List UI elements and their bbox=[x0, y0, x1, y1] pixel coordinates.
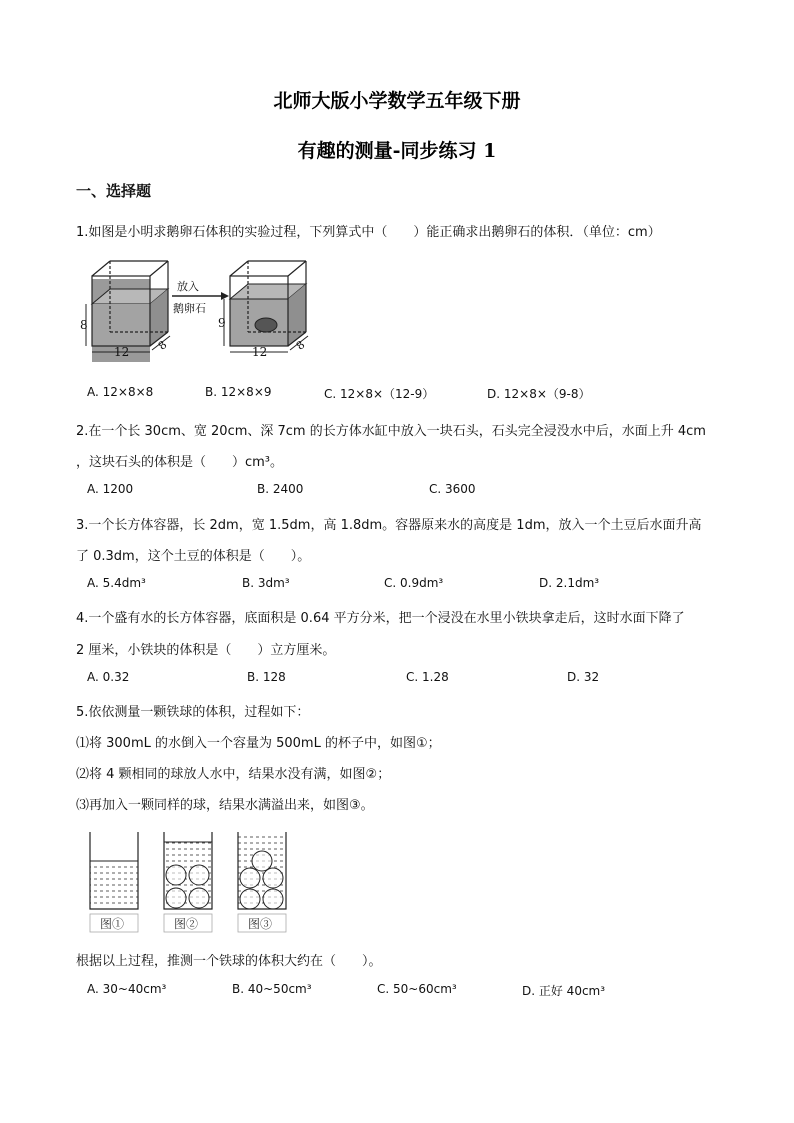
figure-label-2: 图② bbox=[174, 917, 199, 931]
arrow-label-1: 放入 bbox=[177, 280, 199, 293]
figure-label-3: 图③ bbox=[248, 917, 273, 931]
q5-option-b: B. 40~50cm³ bbox=[232, 982, 312, 996]
question-4-text: 4.一个盛有水的长方体容器，底面积是 0.64 平方分米，把一个浸没在水里小铁块拿走后，这时水面下降了 bbox=[76, 611, 685, 626]
question-5-prompt: 根据以上过程，推测一个铁球的体积大约在（ ）。 bbox=[76, 954, 382, 969]
question-4-text-cont: 2 厘米，小铁块的体积是（ ）立方厘米。 bbox=[76, 643, 336, 658]
q5-option-c: C. 50~60cm³ bbox=[377, 982, 457, 996]
q1-option-a: A. 12×8×8 bbox=[87, 385, 154, 399]
length-label-right: 12 bbox=[252, 345, 268, 359]
question-2-text: 2.在一个长 30cm、宽 20cm、深 7cm 的长方体水缸中放入一块石头，石头完全浸没水中后，水面上升 4cm bbox=[76, 424, 706, 439]
q3-option-c: C. 0.9dm³ bbox=[384, 576, 444, 590]
q4-option-a: A. 0.32 bbox=[87, 670, 130, 684]
question-5-figure bbox=[88, 828, 318, 938]
question-5-text: 5.依依测量一颗铁球的体积，过程如下： bbox=[76, 705, 310, 720]
pebble-icon bbox=[255, 318, 277, 332]
height-label-left: 8 bbox=[80, 318, 88, 332]
figure-label-1: 图① bbox=[100, 917, 125, 931]
question-2-text-cont: ，这块石头的体积是（ ）cm³。 bbox=[76, 455, 284, 470]
question-1-figure bbox=[78, 252, 318, 362]
document-subtitle: 有趣的测量-同步练习 1 bbox=[297, 140, 497, 162]
q4-option-c: C. 1.28 bbox=[406, 670, 449, 684]
q3-option-b: B. 3dm³ bbox=[242, 576, 290, 590]
cup-2 bbox=[164, 832, 212, 909]
height-label-right: 9 bbox=[218, 316, 226, 330]
q5-option-a: A. 30~40cm³ bbox=[87, 982, 167, 996]
arrow-label-2: 鹅卵石 bbox=[173, 302, 206, 315]
question-5-step-1: ⑴将 300mL 的水倒入一个容量为 500mL 的杯子中，如图①； bbox=[76, 736, 441, 751]
q1-option-b: B. 12×8×9 bbox=[205, 385, 272, 399]
document-title: 北师大版小学数学五年级下册 bbox=[273, 90, 521, 112]
q2-option-a: A. 1200 bbox=[87, 482, 134, 496]
width-label-right: 8 bbox=[293, 338, 308, 353]
length-label-left: 12 bbox=[114, 345, 130, 359]
cup-3 bbox=[238, 832, 286, 909]
question-5-step-3: ⑶再加入一颗同样的球，结果水满溢出来，如图③。 bbox=[76, 798, 374, 813]
q1-option-c: C. 12×8×（12-9） bbox=[324, 387, 435, 401]
q4-option-d: D. 32 bbox=[567, 670, 600, 684]
question-3-text-cont: 了 0.3dm，这个土豆的体积是（ ）。 bbox=[76, 549, 311, 564]
q5-option-d: D. 正好 40cm³ bbox=[522, 984, 606, 998]
q3-option-a: A. 5.4dm³ bbox=[87, 576, 146, 590]
section-heading: 一、选择题 bbox=[76, 182, 152, 200]
q4-option-b: B. 128 bbox=[247, 670, 286, 684]
cup-1 bbox=[90, 832, 138, 909]
question-1-text: 1.如图是小明求鹅卵石体积的实验过程，下列算式中（ ）能正确求出鹅卵石的体积．（单位：cm） bbox=[76, 225, 661, 240]
width-label-left: 8 bbox=[155, 338, 170, 353]
question-5-step-2: ⑵将 4 颗相同的球放人水中，结果水没有满，如图②； bbox=[76, 767, 391, 782]
q1-option-d: D. 12×8×（9-8） bbox=[487, 387, 591, 401]
q2-option-c: C. 3600 bbox=[429, 482, 476, 496]
q3-option-d: D. 2.1dm³ bbox=[539, 576, 600, 590]
question-3-text: 3.一个长方体容器，长 2dm，宽 1.5dm，高 1.8dm。容器原来水的高度是 1dm，放入一个土豆后水面升高 bbox=[76, 518, 702, 533]
q2-option-b: B. 2400 bbox=[257, 482, 304, 496]
